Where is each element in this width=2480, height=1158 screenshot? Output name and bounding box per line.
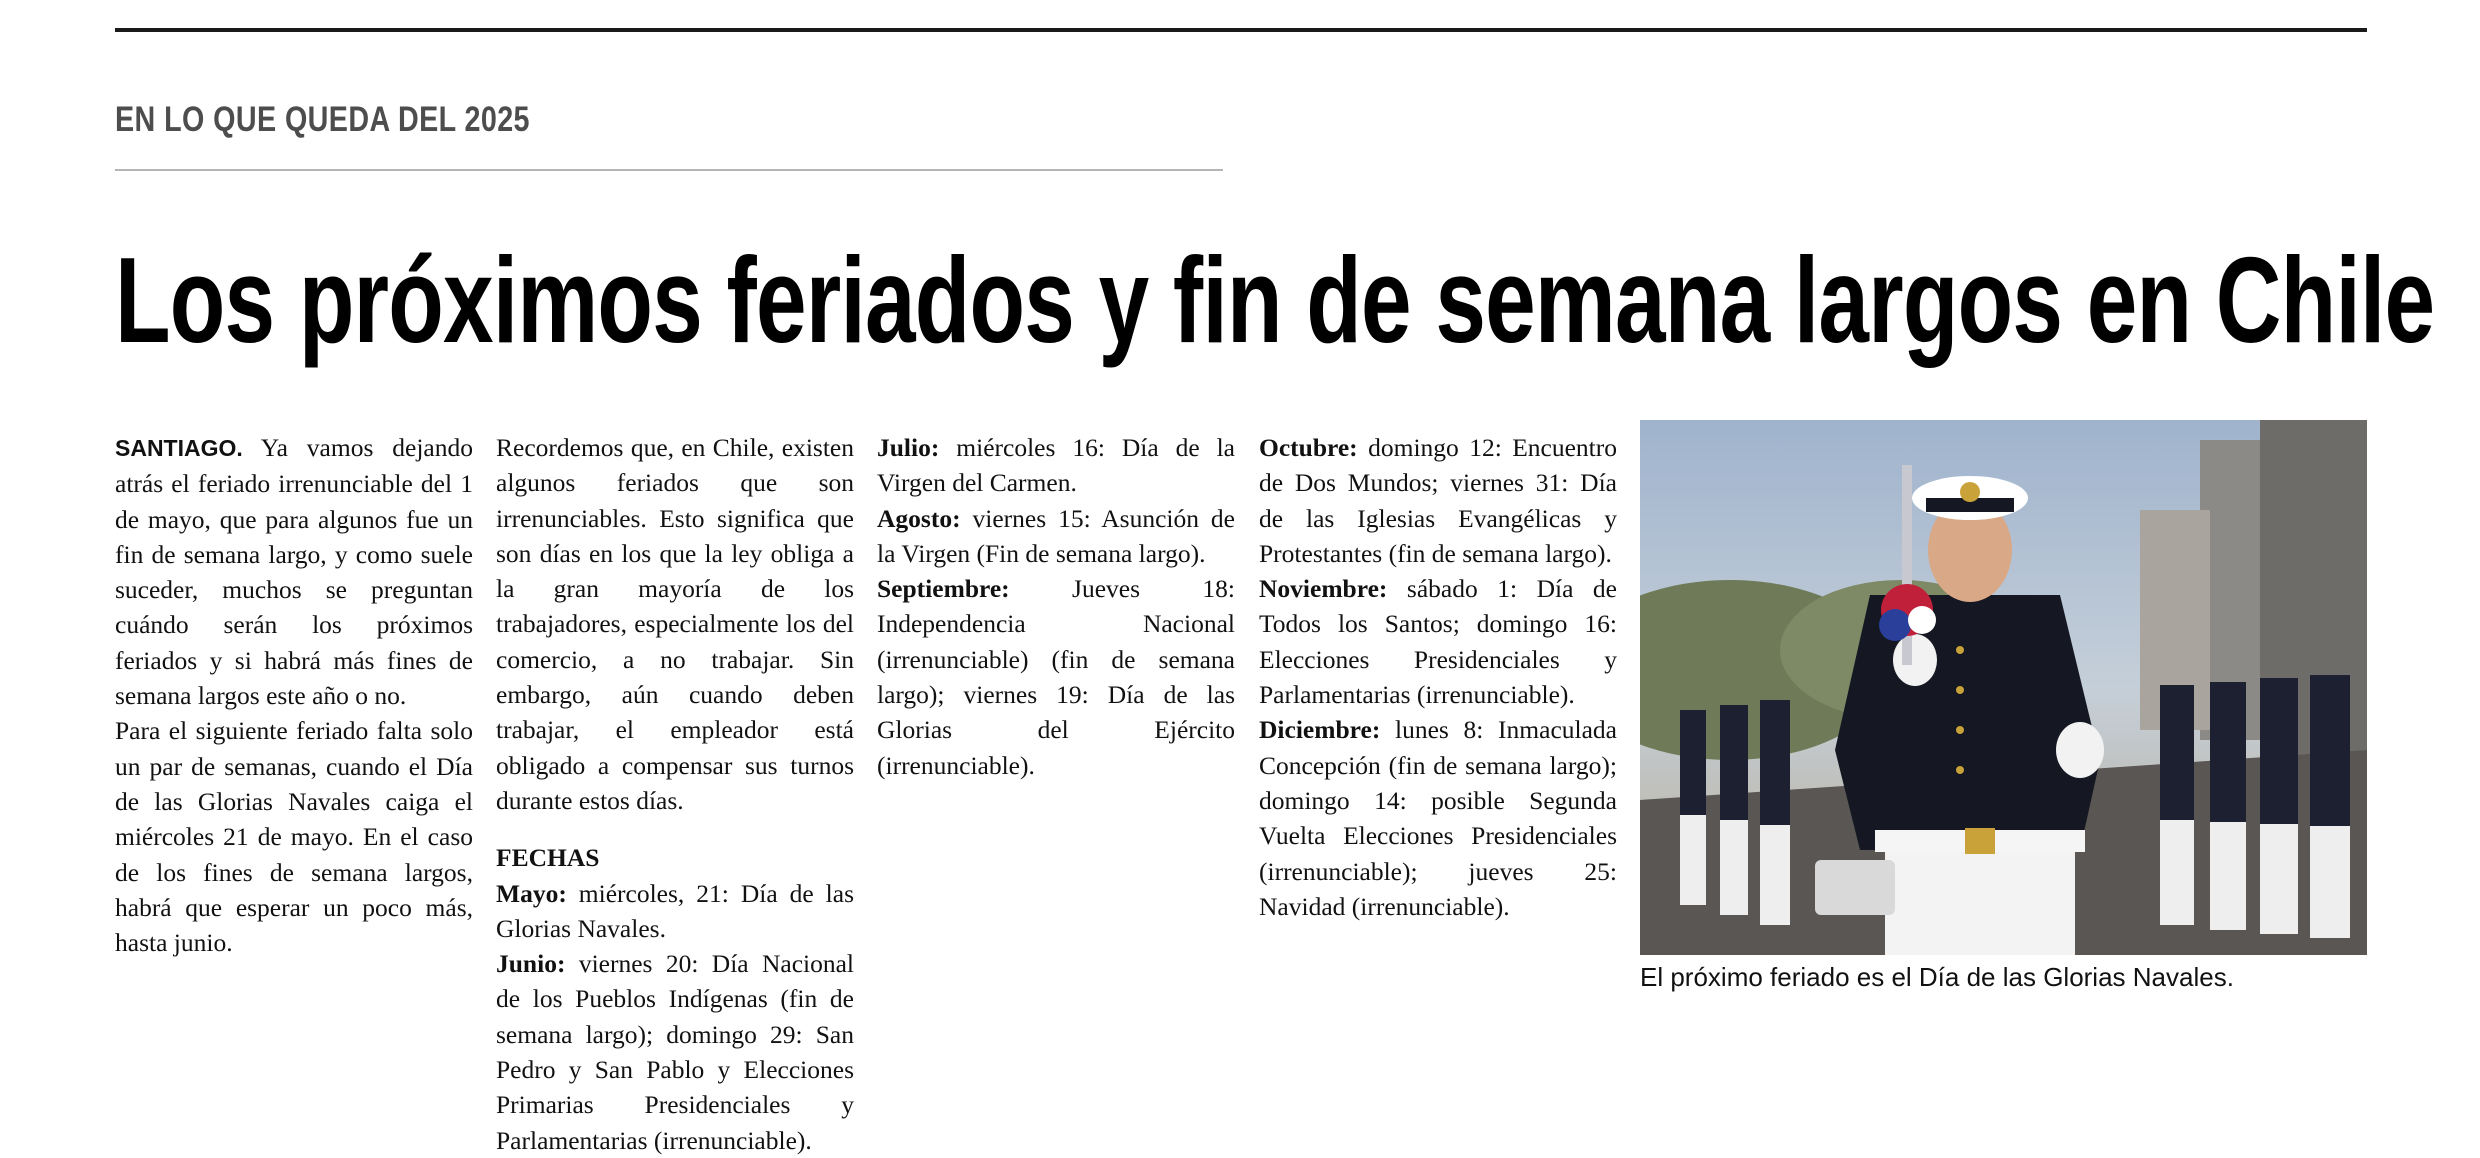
month-text: miércoles, 21: Día de las Glorias Navales. — [496, 878, 854, 943]
main-cadet-jacket — [1835, 595, 2100, 850]
date-entry-diciembre — [1259, 712, 1617, 924]
date-entry-septiembre — [877, 571, 1235, 783]
date-entry-mayo — [496, 876, 854, 947]
top-rule — [115, 28, 2367, 32]
article-column-2 — [496, 430, 854, 1158]
date-entry-julio — [877, 430, 1235, 501]
date-entry-noviembre — [1259, 571, 1617, 712]
month-label: Diciembre: — [1259, 715, 1381, 745]
article-column-1 — [115, 430, 473, 960]
naval-cadet-photo — [1640, 420, 2367, 955]
drum — [1815, 860, 1895, 915]
date-entry-junio — [496, 946, 854, 1158]
cap-badge — [1960, 482, 1980, 502]
belt-buckle — [1965, 828, 1995, 854]
dateline: SANTIAGO. — [115, 435, 243, 461]
paragraph-2: Para el siguiente feriado falta solo un par de semanas, cuando el Día de las Glorias Navales caiga el miércoles 21 de mayo. En el caso de los fines de semana largos, habrá que esperar un poco más, hasta junio. — [115, 716, 473, 958]
intro-paragraph — [115, 430, 473, 713]
kicker-rule — [115, 169, 1223, 171]
section-kicker: EN LO QUE QUEDA DEL 2025 — [115, 100, 530, 139]
month-text: viernes 15: Asunción de la Virgen (Fin de semana largo). — [877, 503, 1235, 568]
paragraph-3: Recordemos que, en Chile, existen algunos feriados que son irrenunciables. Esto significa que son días en los que la ley obliga a la gran mayoría de los trabajadores, especialmente los del comercio, a no trabajar. Sin embargo, aún cuando deben trabajar, el empleador está obligado a compensar sus turnos durante estos días. — [496, 433, 854, 815]
month-text: lunes 8: Inmaculada Concepción (fin de semana largo); domingo 14: posible Segunda Vuelta Elecciones Presidenciales (irrenunciable); jueves 25: Navidad (irrenunciable). — [1259, 715, 1617, 921]
month-label: Noviembre: — [1259, 574, 1388, 604]
headline: Los próximos feriados y fin de semana largos en Chile — [115, 232, 2435, 368]
month-label: Mayo: — [496, 878, 567, 908]
date-entry-octubre — [1259, 430, 1617, 571]
month-text: domingo 12: Encuentro de Dos Mundos; viernes 31: Día de las Iglesias Evangélicas y Protestantes (fin de semana largo). — [1259, 433, 1617, 568]
month-text: viernes 20: Día Nacional de los Pueblos Indígenas (fin de semana largo); domingo 29: San Pedro y San Pablo y Elecciones Primarias Presidenciales y Parlamentarias (irrenunciable). — [496, 949, 854, 1155]
month-text: miércoles 16: Día de la Virgen del Carmen. — [877, 433, 1235, 498]
photo-caption: El próximo feriado es el Día de las Glorias Navales. — [1640, 962, 2234, 992]
month-text: sábado 1: Día de Todos los Santos; domingo 16: Elecciones Presidenciales y Parlamentarias (irrenunciable). — [1259, 574, 1617, 710]
date-entry-agosto — [877, 501, 1235, 572]
article-column-3 — [877, 430, 1235, 783]
glove — [2056, 722, 2104, 778]
month-label: Septiembre: — [877, 574, 1010, 604]
month-label: Agosto: — [877, 503, 961, 533]
article-column-4 — [1259, 430, 1617, 924]
month-label: Julio: — [877, 433, 940, 462]
main-cadet-trousers — [1885, 840, 2075, 955]
fechas-heading: FECHAS — [496, 843, 600, 873]
photo-illustration — [1640, 420, 2367, 955]
glove — [1893, 634, 1937, 686]
month-label: Octubre: — [1259, 433, 1358, 462]
month-text: Jueves 18: Independencia Nacional (irrenunciable) (fin de semana largo); viernes 19: Día de las Glorias del Ejército (irrenunciable). — [877, 574, 1235, 780]
intro-text: Ya vamos dejando atrás el feriado irrenunciable del 1 de mayo, que para algunos fue un fin de semana largo, y como suele suceder, muchos se preguntan cuándo serán los próximos feriados y si habrá más fines de semana largos este año o no. — [115, 433, 473, 711]
month-label: Junio: — [496, 949, 566, 979]
